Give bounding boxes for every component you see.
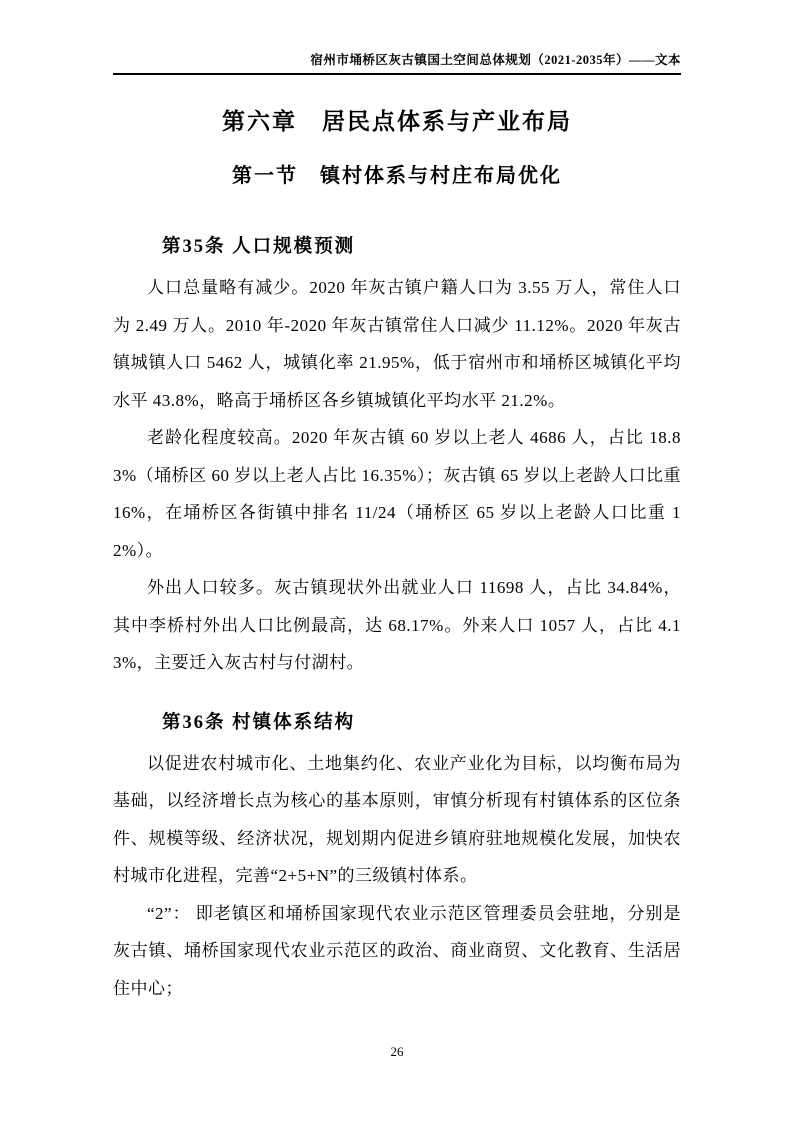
article-36-heading: 第36条 村镇体系结构 [162, 712, 356, 733]
article-35-heading: 第35条 人口规模预测 [162, 237, 356, 257]
article-35-paragraph-2: 老龄化程度较高。2020 年灰古镇 60 岁以上老人 4686 人，占比 18.83%（埇桥区 60 岁以上老人占比 16.35%）；灰古镇 65 岁以上老龄人口比重 16%，在埇桥区各街镇中排名 11/24（埇桥区 65 岁以上老龄人口比重 12%）。 [113, 428, 681, 560]
article-36-paragraph-1: 以促进农村城市化、土地集约化、农业产业化为目标，以均衡布局为基础，以经济增长点为核心的基本原则，审慎分析现有村镇体系的区位条件、规模等级、经济状况，规划期内促进乡镇府驻地规模化发展，加快农村城市化进程，完善“2+5+N”的三级镇村体系。 [113, 753, 681, 885]
chapter-title: 第六章 居民点体系与产业布局 [222, 108, 572, 134]
section-title: 第一节 镇村体系与村庄布局优化 [232, 165, 562, 187]
page-header [113, 0, 681, 75]
header-title: 宿州市埇桥区灰古镇国土空间总体规划（2021-2035年）——文本 [310, 53, 681, 67]
article-35-paragraph-1: 人口总量略有减少。2020 年灰古镇户籍人口为 3.55 万人，常住人口为 2.49 万人。2010 年-2020 年灰古镇常住人口减少 11.12%。2020 年灰古镇城镇人口 5462 人，城镇化率 21.95%，低于宿州市和埇桥区城镇化平均水平 43.8%，略高于埇桥区各乡镇城镇化平均水平 21.2%。 [113, 278, 681, 410]
article-36-paragraph-2: “2”： 即老镇区和埇桥国家现代农业示范区管理委员会驻地，分别是灰古镇、埇桥国家现代农业示范区的政治、商业商贸、文化教育、生活居住中心； [113, 903, 681, 998]
page-footer [0, 1043, 794, 1061]
page-number: 26 [390, 1044, 404, 1059]
article-35-paragraph-3: 外出人口较多。灰古镇现状外出就业人口 11698 人，占比 34.84%，其中李桥村外出人口比例最高，达 68.17%。外来人口 1057 人，占比 4.13%，主要迁入灰古村与付湖村。 [113, 578, 681, 672]
